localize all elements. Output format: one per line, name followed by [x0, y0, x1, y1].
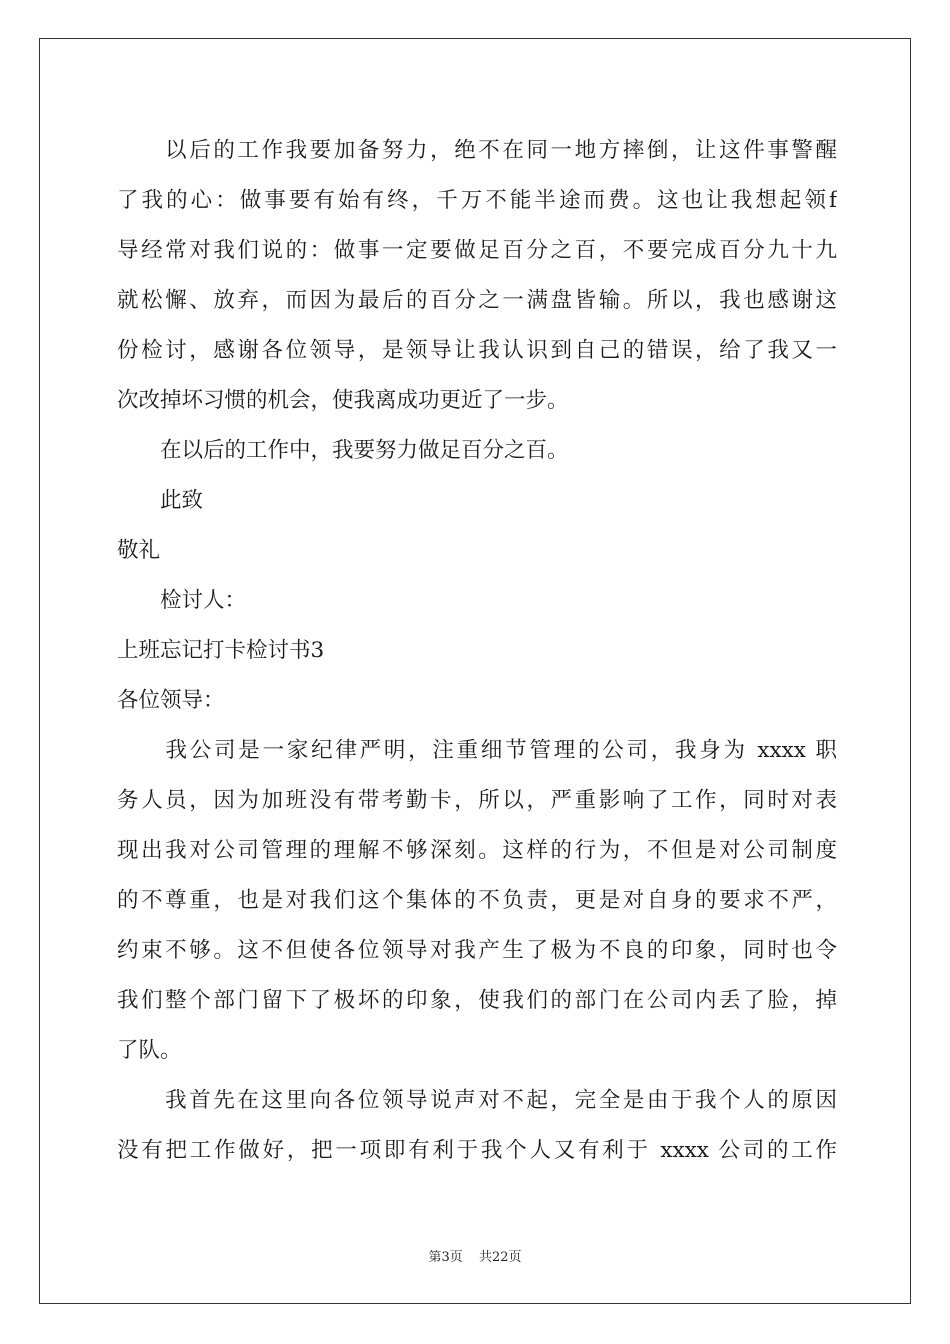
text-line: 以后的工作我要加备努力，绝不在同一地方摔倒，让这件事警醒: [117, 138, 837, 163]
text-line: 敬礼: [117, 538, 161, 563]
text-line: 我们整个部门留下了极坏的印象，使我们的部门在公司内丢了脸，掉: [117, 988, 837, 1013]
text-line: 次改掉坏习惯的机会，使我离成功更近了一步。: [117, 388, 569, 413]
text-line: 在以后的工作中，我要努力做足百分之百。: [117, 438, 569, 463]
text-line: 导经常对我们说的：做事一定要做足百分之百，不要完成百分九十九: [117, 238, 837, 263]
text-line: 没有把工作做好，把一项即有利于我个人又有利于 xxxx 公司的工作: [117, 1138, 837, 1163]
text-line: 我首先在这里向各位领导说声对不起，完全是由于我个人的原因: [117, 1088, 837, 1113]
page-number: 第3页: [428, 1250, 463, 1265]
text-line: 务人员，因为加班没有带考勤卡，所以，严重影响了工作，同时对表: [117, 788, 837, 813]
page-total: 共22页: [478, 1250, 522, 1265]
document-body: [117, 126, 837, 1176]
text-line: 份检讨，感谢各位领导，是领导让我认识到自己的错误，给了我又一: [117, 338, 837, 363]
section-title: 上班忘记打卡检讨书3: [117, 638, 325, 663]
salutation: 各位领导：: [117, 688, 225, 713]
page-footer: [0, 1246, 950, 1265]
text-line: 此致: [117, 488, 204, 513]
text-line: 约束不够。这不但使各位领导对我产生了极为不良的印象，同时也令: [117, 938, 837, 963]
text-line: 了队。: [117, 1038, 182, 1063]
text-line: 检讨人：: [117, 588, 247, 613]
text-line: 现出我对公司管理的理解不够深刻。这样的行为，不但是对公司制度: [117, 838, 837, 863]
text-line: 了我的心：做事要有始有终，千万不能半途而费。这也让我想起领f: [117, 188, 837, 213]
text-line: 我公司是一家纪律严明，注重细节管理的公司，我身为 xxxx 职: [117, 738, 837, 763]
text-line: 的不尊重，也是对我们这个集体的不负责，更是对自身的要求不严，: [117, 888, 837, 913]
text-line: 就松懈、放弃，而因为最后的百分之一满盘皆输。所以，我也感谢这: [117, 288, 837, 313]
